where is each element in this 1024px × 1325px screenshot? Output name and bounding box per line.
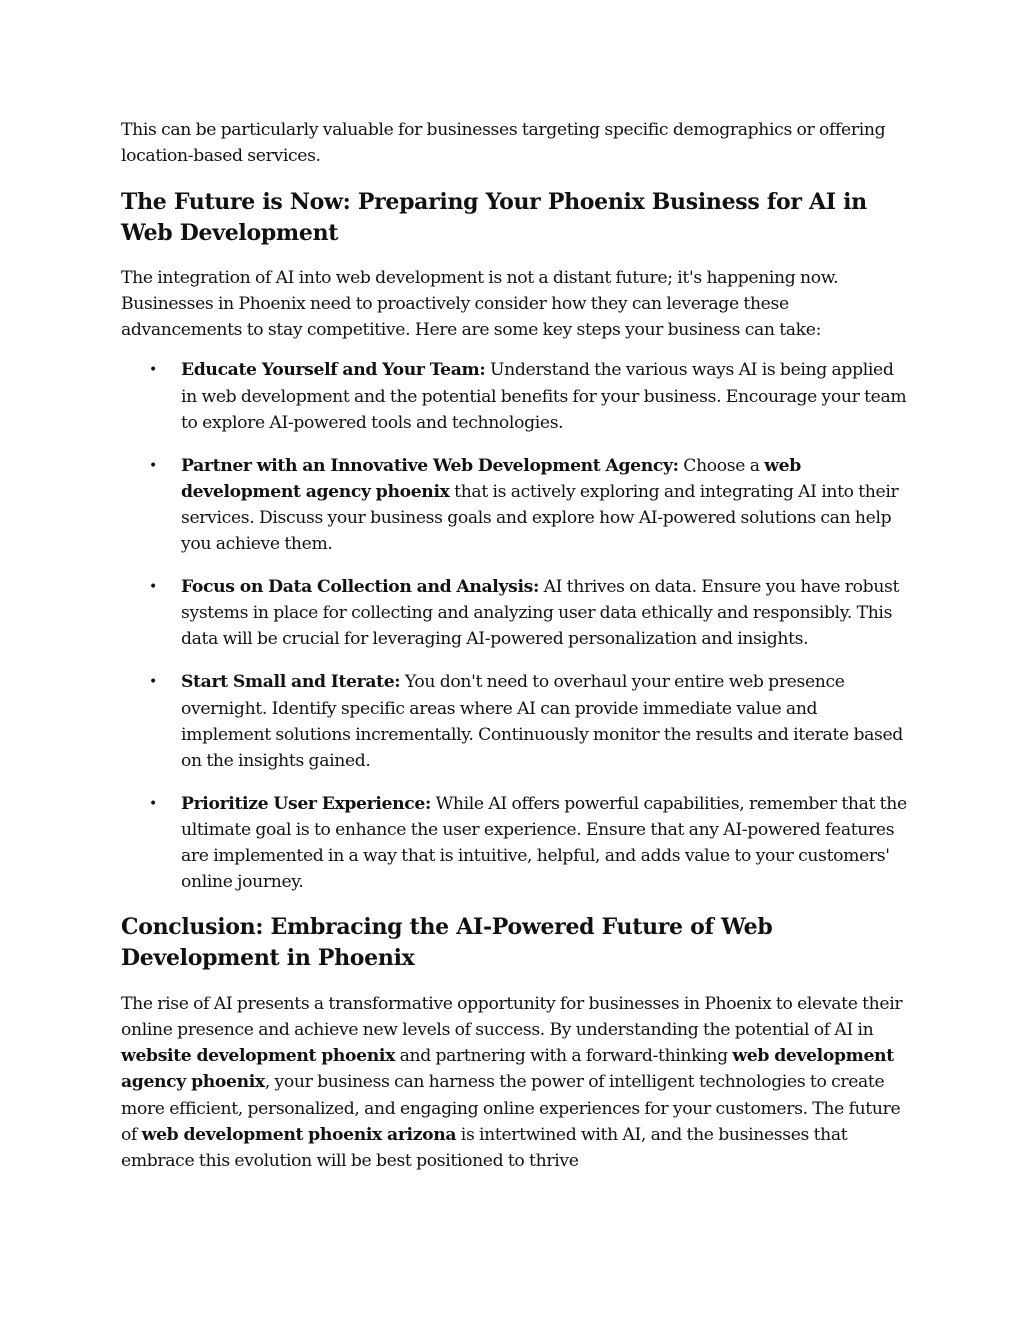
keyword-web-development-phoenix-arizona: web development phoenix arizona <box>141 1124 457 1145</box>
future-section-paragraph: The integration of AI into web development is not a distant future; it's happening now. Businesses in Phoenix need to proactively consider how they can leverage these advancements to stay competitive. Here are some key steps your business can take: <box>121 268 839 341</box>
list-item-title: Start Small and Iterate: <box>181 672 401 693</box>
key-steps-list <box>121 357 911 895</box>
future-section-heading: The Future is Now: Preparing Your Phoenix Business for AI in Web Development <box>121 189 867 247</box>
list-item-title: Partner with an Innovative Web Development Agency: <box>181 455 679 476</box>
conclusion-text: The rise of AI presents a transformative opportunity for businesses in Phoenix to elevate their online presence and achieve new levels of success. By understanding the potential of AI in <box>121 994 903 1041</box>
list-item-start-small <box>121 669 911 773</box>
list-item-title: Prioritize User Experience: <box>181 793 431 814</box>
document-page <box>121 117 911 1174</box>
conclusion-paragraph <box>121 991 911 1174</box>
intro-paragraph: This can be particularly valuable for businesses targeting specific demographics or offering location-based services. <box>121 120 886 167</box>
list-item-title: Focus on Data Collection and Analysis: <box>181 577 539 598</box>
bullet-icon: • <box>149 362 157 379</box>
list-item-text: While AI offers powerful capabilities, remember that the ultimate goal is to enhance the user experience. Ensure that any AI-powered features are implemented in a way that is intuitive, helpful, and adds value to your customers' online journey. <box>181 793 907 893</box>
bullet-icon: • <box>149 795 157 812</box>
list-item-data <box>121 574 911 652</box>
list-item-text: You don't need to overhaul your entire web presence overnight. Identify specific areas where AI can provide immediate value and implement solutions incrementally. Continuously monitor the results and iterate based on the insights gained. <box>181 672 903 771</box>
conclusion-text: is intertwined with AI, and the businesses that embrace this evolution will be best positioned to thrive <box>121 1124 848 1171</box>
bullet-icon: • <box>149 674 157 691</box>
list-item-partner <box>121 453 911 557</box>
list-item-text: that is actively exploring and integrating AI into their services. Discuss your business goals and explore how AI-powered solutions can help you achieve them. <box>181 481 899 555</box>
keyword-website-development-phoenix: website development phoenix <box>121 1046 395 1067</box>
list-item-educate <box>121 357 911 435</box>
list-item-user-experience <box>121 791 911 895</box>
list-item-text: Understand the various ways AI is being applied in web development and the potential benefits for your business. Encourage your team to explore AI-powered tools and technologies. <box>181 360 907 433</box>
bullet-icon: • <box>149 457 157 474</box>
conclusion-text: and partnering with a forward-thinking <box>394 1046 733 1067</box>
keyword-web-development-agency-phoenix: web development agency phoenix <box>181 455 801 502</box>
conclusion-text: , your business can harness the power of intelligent technologies to create more efficient, personalized, and engaging online experiences for your customers. The future of <box>121 1072 901 1145</box>
keyword-web-development-agency-phoenix: web development agency phoenix <box>121 1046 894 1093</box>
list-item-text: Choose a <box>678 455 765 476</box>
list-item-text: AI thrives on data. Ensure you have robust systems in place for collecting and analyzing user data ethically and responsibly. This data will be crucial for leveraging AI-powered personalization and insights. <box>181 577 900 650</box>
conclusion-heading: Conclusion: Embracing the AI-Powered Future of Web Development in Phoenix <box>121 914 773 972</box>
bullet-icon: • <box>149 579 157 596</box>
list-item-title: Educate Yourself and Your Team: <box>181 360 486 381</box>
